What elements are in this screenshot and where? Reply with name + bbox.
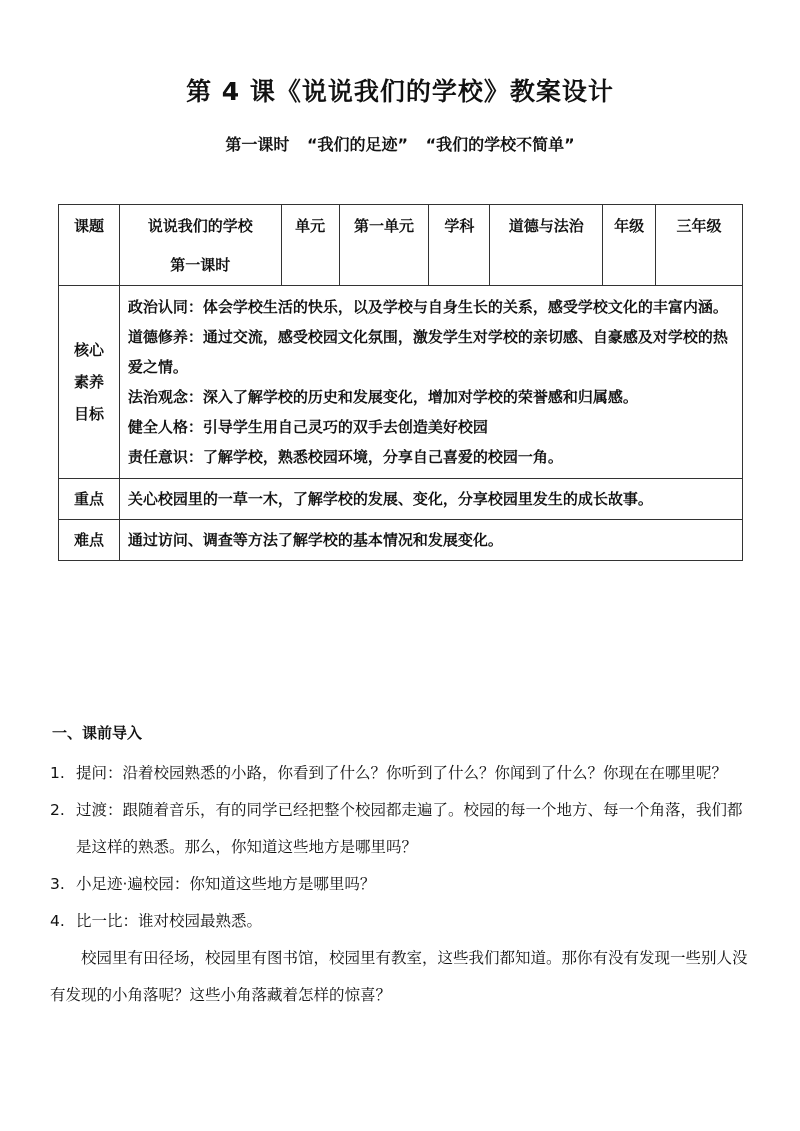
list-item-text: 提问：沿着校园熟悉的小路，你看到了什么？你听到了什么？你闻到了什么？你现在在哪里呢？	[76, 764, 728, 782]
unit-value: 第一单元	[353, 217, 414, 235]
topic-label-cell	[59, 205, 120, 286]
list-item-number: 4.	[50, 912, 65, 930]
list-item	[50, 755, 750, 792]
difficulty-text: 通过访问、调查等方法了解学校的基本情况和发展变化。	[127, 531, 503, 549]
list-item-text: 小足迹·遍校园：你知道这些地方是哪里吗？	[76, 875, 376, 893]
goals-label-cell	[59, 286, 120, 479]
goal-item: 法治观念：深入了解学校的历史和发展变化，增加对学校的荣誉感和归属感。	[127, 388, 638, 406]
body-paragraph: 校园里有田径场，校园里有图书馆，校园里有教室，这些我们都知道。那你有没有发现一些别人没有发现的小角落呢？这些小角落藏着怎样的惊喜？	[50, 949, 748, 1004]
key-point-text-cell	[119, 479, 742, 520]
list-item-number: 3.	[50, 875, 65, 893]
goal-item: 责任意识：了解学校，熟悉校园环境，分享自己喜爱的校园一角。	[127, 448, 563, 466]
key-point-label: 重点	[73, 490, 104, 508]
goals-label-line: 核心	[73, 341, 104, 359]
table-header-row	[59, 205, 743, 286]
difficulty-text-cell	[119, 520, 742, 561]
subject-label-cell	[429, 205, 490, 286]
topic-label: 课题	[73, 217, 104, 235]
key-point-row	[59, 479, 743, 520]
list-item	[50, 792, 750, 866]
grade-value-cell	[656, 205, 743, 286]
key-point-text: 关心校园里的一草一木，了解学校的发展、变化，分享校园里发生的成长故事。	[127, 490, 653, 508]
difficulty-label-cell	[59, 520, 120, 561]
key-point-label-cell	[59, 479, 120, 520]
document-subtitle	[0, 132, 800, 155]
subject-label: 学科	[444, 217, 475, 235]
topic-value-cell	[119, 205, 281, 286]
subject-value-cell	[490, 205, 603, 286]
goal-item: 健全人格：引导学生用自己灵巧的双手去创造美好校园	[127, 418, 488, 436]
list-item-number: 2.	[50, 801, 65, 819]
list-item	[50, 903, 750, 940]
list-item	[50, 866, 750, 903]
lesson-info-table	[58, 204, 743, 561]
grade-label: 年级	[614, 217, 645, 235]
lesson-steps-list	[50, 755, 750, 1030]
difficulty-row	[59, 520, 743, 561]
subtitle-part: 第一课时	[225, 135, 290, 154]
document-title: 第 4 课《说说我们的学校》教案设计	[186, 77, 614, 106]
list-item-text: 过渡：跟随着音乐，有的同学已经把整个校园都走遍了。校园的每一个地方、每一个角落，我们都是这样的熟悉。那么，你知道这些地方是哪里吗？	[76, 801, 743, 856]
topic-value-line: 说说我们的学校	[147, 217, 253, 235]
subject-value: 道德与法治	[508, 217, 584, 235]
goals-content-cell	[119, 286, 742, 479]
list-item-number: 1.	[50, 764, 65, 782]
section-title: 一、课前导入	[52, 724, 143, 742]
difficulty-label: 难点	[73, 531, 104, 549]
subtitle-part: “我们的学校不简单”	[425, 135, 575, 154]
list-item-text: 比一比：谁对校园最熟悉。	[76, 912, 263, 930]
unit-value-cell	[339, 205, 429, 286]
grade-label-cell	[603, 205, 656, 286]
subtitle-part: “我们的足迹”	[306, 135, 408, 154]
goals-row	[59, 286, 743, 479]
goals-label-line: 素养	[73, 373, 104, 391]
goal-item: 政治认同：体会学校生活的快乐，以及学校与自身生长的关系，感受学校文化的丰富内涵。	[127, 298, 728, 316]
grade-value: 三年级	[676, 217, 722, 235]
unit-label-cell	[281, 205, 339, 286]
unit-label: 单元	[295, 217, 326, 235]
goal-item: 道德修养：通过交流，感受校园文化氛围，激发学生对学校的亲切感、自豪感及对学校的热爱之情。	[127, 328, 728, 376]
topic-value-line: 第一课时	[170, 256, 231, 274]
goals-label-line: 目标	[73, 405, 104, 423]
